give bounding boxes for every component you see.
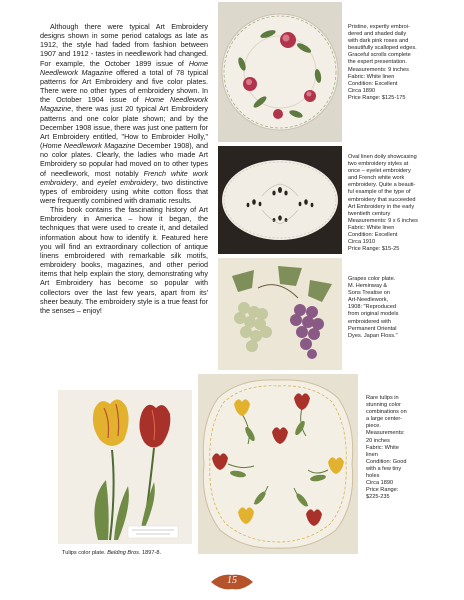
caption-line: embroidery. Quite a beauti- [348,182,416,189]
roses-doily-caption [348,24,460,102]
caption-line: beautifully scalloped edges. [348,45,417,52]
caption-line: two embroidery styles at [348,161,409,168]
caption-line: once – eyelet embroidery [348,168,411,175]
text-run: , two distinctive types of embroidery using white cotton floss that were frequently combined with dramatic results. [40,177,208,205]
caption-line: Circa 1910 [348,239,376,246]
caption-line: Graceful scrolls complete [348,52,411,59]
caption-line: Dyes. Japan Floss." [348,332,398,339]
caption-line: Measurements: 9 x 6 inches [348,217,418,224]
caption-line: Art Embroidery in the early [348,203,415,210]
text-run-italic: Home Needlework Magazine [40,95,208,114]
caption-line: from original models [348,311,399,318]
paragraph-1 [40,22,208,205]
caption-line: embroidery that succeeded [348,196,416,203]
tulips-plate-photo [58,390,192,544]
tulips-plate-caption [62,550,202,557]
caption-line: Condition: Excellent [348,80,398,87]
caption-line: Oval linen doily showcasing [348,154,417,160]
caption-line: ful example of the type of [348,189,411,196]
caption-line: $225-235 [366,494,390,501]
caption-line: Grapes color plate. [348,276,396,282]
caption-line: Fabric: White linen [348,224,395,231]
page-number-text: 15 [227,575,237,586]
caption-line: holes [366,473,380,480]
text-run: offered a total of 78 typical patterns for Art Embroidery and five color plates. There were no other types of embroidery shown. In the October 1904 issue of [40,67,208,105]
tulips-centerpiece-caption [366,395,460,501]
text-run-italic: eyelet embroidery [97,177,156,187]
caption-line: Price Range: $15-25 [348,246,400,253]
caption-line: Fabric: White [366,444,399,451]
caption-line: and French white work [348,175,405,182]
caption-line: Pristine, expertly embroi- [348,24,410,30]
body-text [40,22,208,315]
roses-doily-photo [218,2,342,142]
caption-line: the expert presentation. [348,59,407,66]
grapes-plate-caption [348,276,460,340]
caption-line: 1908: "Reproduced [348,304,397,311]
caption-line: Rare tulips in [366,395,399,401]
caption-line: a large center- [366,416,403,423]
caption-line: Circa 1890 [348,87,376,94]
caption-line: M. Heminway & [348,283,388,290]
caption-line: Measurements: [366,430,405,437]
caption-year: 1897-8. [142,550,162,556]
caption-line: Fabric: White linen [348,73,395,80]
caption-line: 20 inches [366,437,390,444]
caption-line: linen [366,451,378,458]
page-number [207,572,257,592]
caption-line: Measurements: 9 inches [348,66,409,73]
caption-line: Price Range: [366,487,399,494]
text-run-italic: Home Needlework Magazine [40,58,208,77]
caption-line: Price Range: $125-175 [348,94,406,101]
paragraph-2: This book contains the fascinating history of Art Embroidery in America – how it began, the techniques that were used to create it, and detailed information about how to identify it. Featured here you will find an extraordinary collection of antique linens embroidered with remarkable silk motifs, embroidery books, magazines, and other period items that help explain the story, demonstrating why Art Embroidery has become so popular with collectors over the last few years, apart from its' sheer beauty. The embroidery style is a true feast for the senses – enjoy! [40,205,208,315]
caption-line: stunning color [366,402,401,409]
caption-line: Permanent Oriental [348,325,397,332]
caption-line: Condition: Excellent [348,232,398,239]
caption-line: Sons Treatise on [348,290,390,297]
caption-line: Condition: Good [366,458,407,465]
caption-line: Circa 1890 [366,480,394,487]
caption-line: twentieth century [348,210,391,217]
tulips-centerpiece-photo [198,374,358,554]
caption-line: dered and shaded daily [348,31,407,38]
caption-label: Tulips color plate. [62,550,106,556]
text-run-italic: French white work embroidery [40,168,208,187]
text-run: Although there were typical Art Embroidery designs shown in some period catalogs as late as 1912, the style had faded from fashion between 1907 and 1912 - tastes in needlework had changed. For example, the October 1899 issue of [40,22,208,68]
text-run-italic: Home Needlework Magazine [42,141,136,151]
text-run: December 1908), and no color plates. Clearly, the ladies who made Art Embroidery so popular had moved on to other types of needlework, most notably [40,141,208,178]
caption-line: combinations on [366,409,407,416]
oval-doily-caption [348,154,460,253]
oval-doily-photo [218,146,342,254]
caption-source: Belding Bros. [107,550,141,556]
text-run: , there was just 20 typical Art Embroidery patterns and one color plate shown; and by the December 1908 issue, there was just one pattern for Art Embroidery entitled, "How to Embroider Holly," ( [40,104,208,151]
text-run: , and [75,177,98,187]
caption-line: piece. [366,423,381,430]
grapes-plate-photo [218,258,342,370]
caption-line: Art-Needlework, [348,297,389,304]
caption-line: with a few tiny [366,465,402,472]
caption-line: embroidered with [348,318,391,325]
caption-line: with dark pink roses and [348,38,409,45]
